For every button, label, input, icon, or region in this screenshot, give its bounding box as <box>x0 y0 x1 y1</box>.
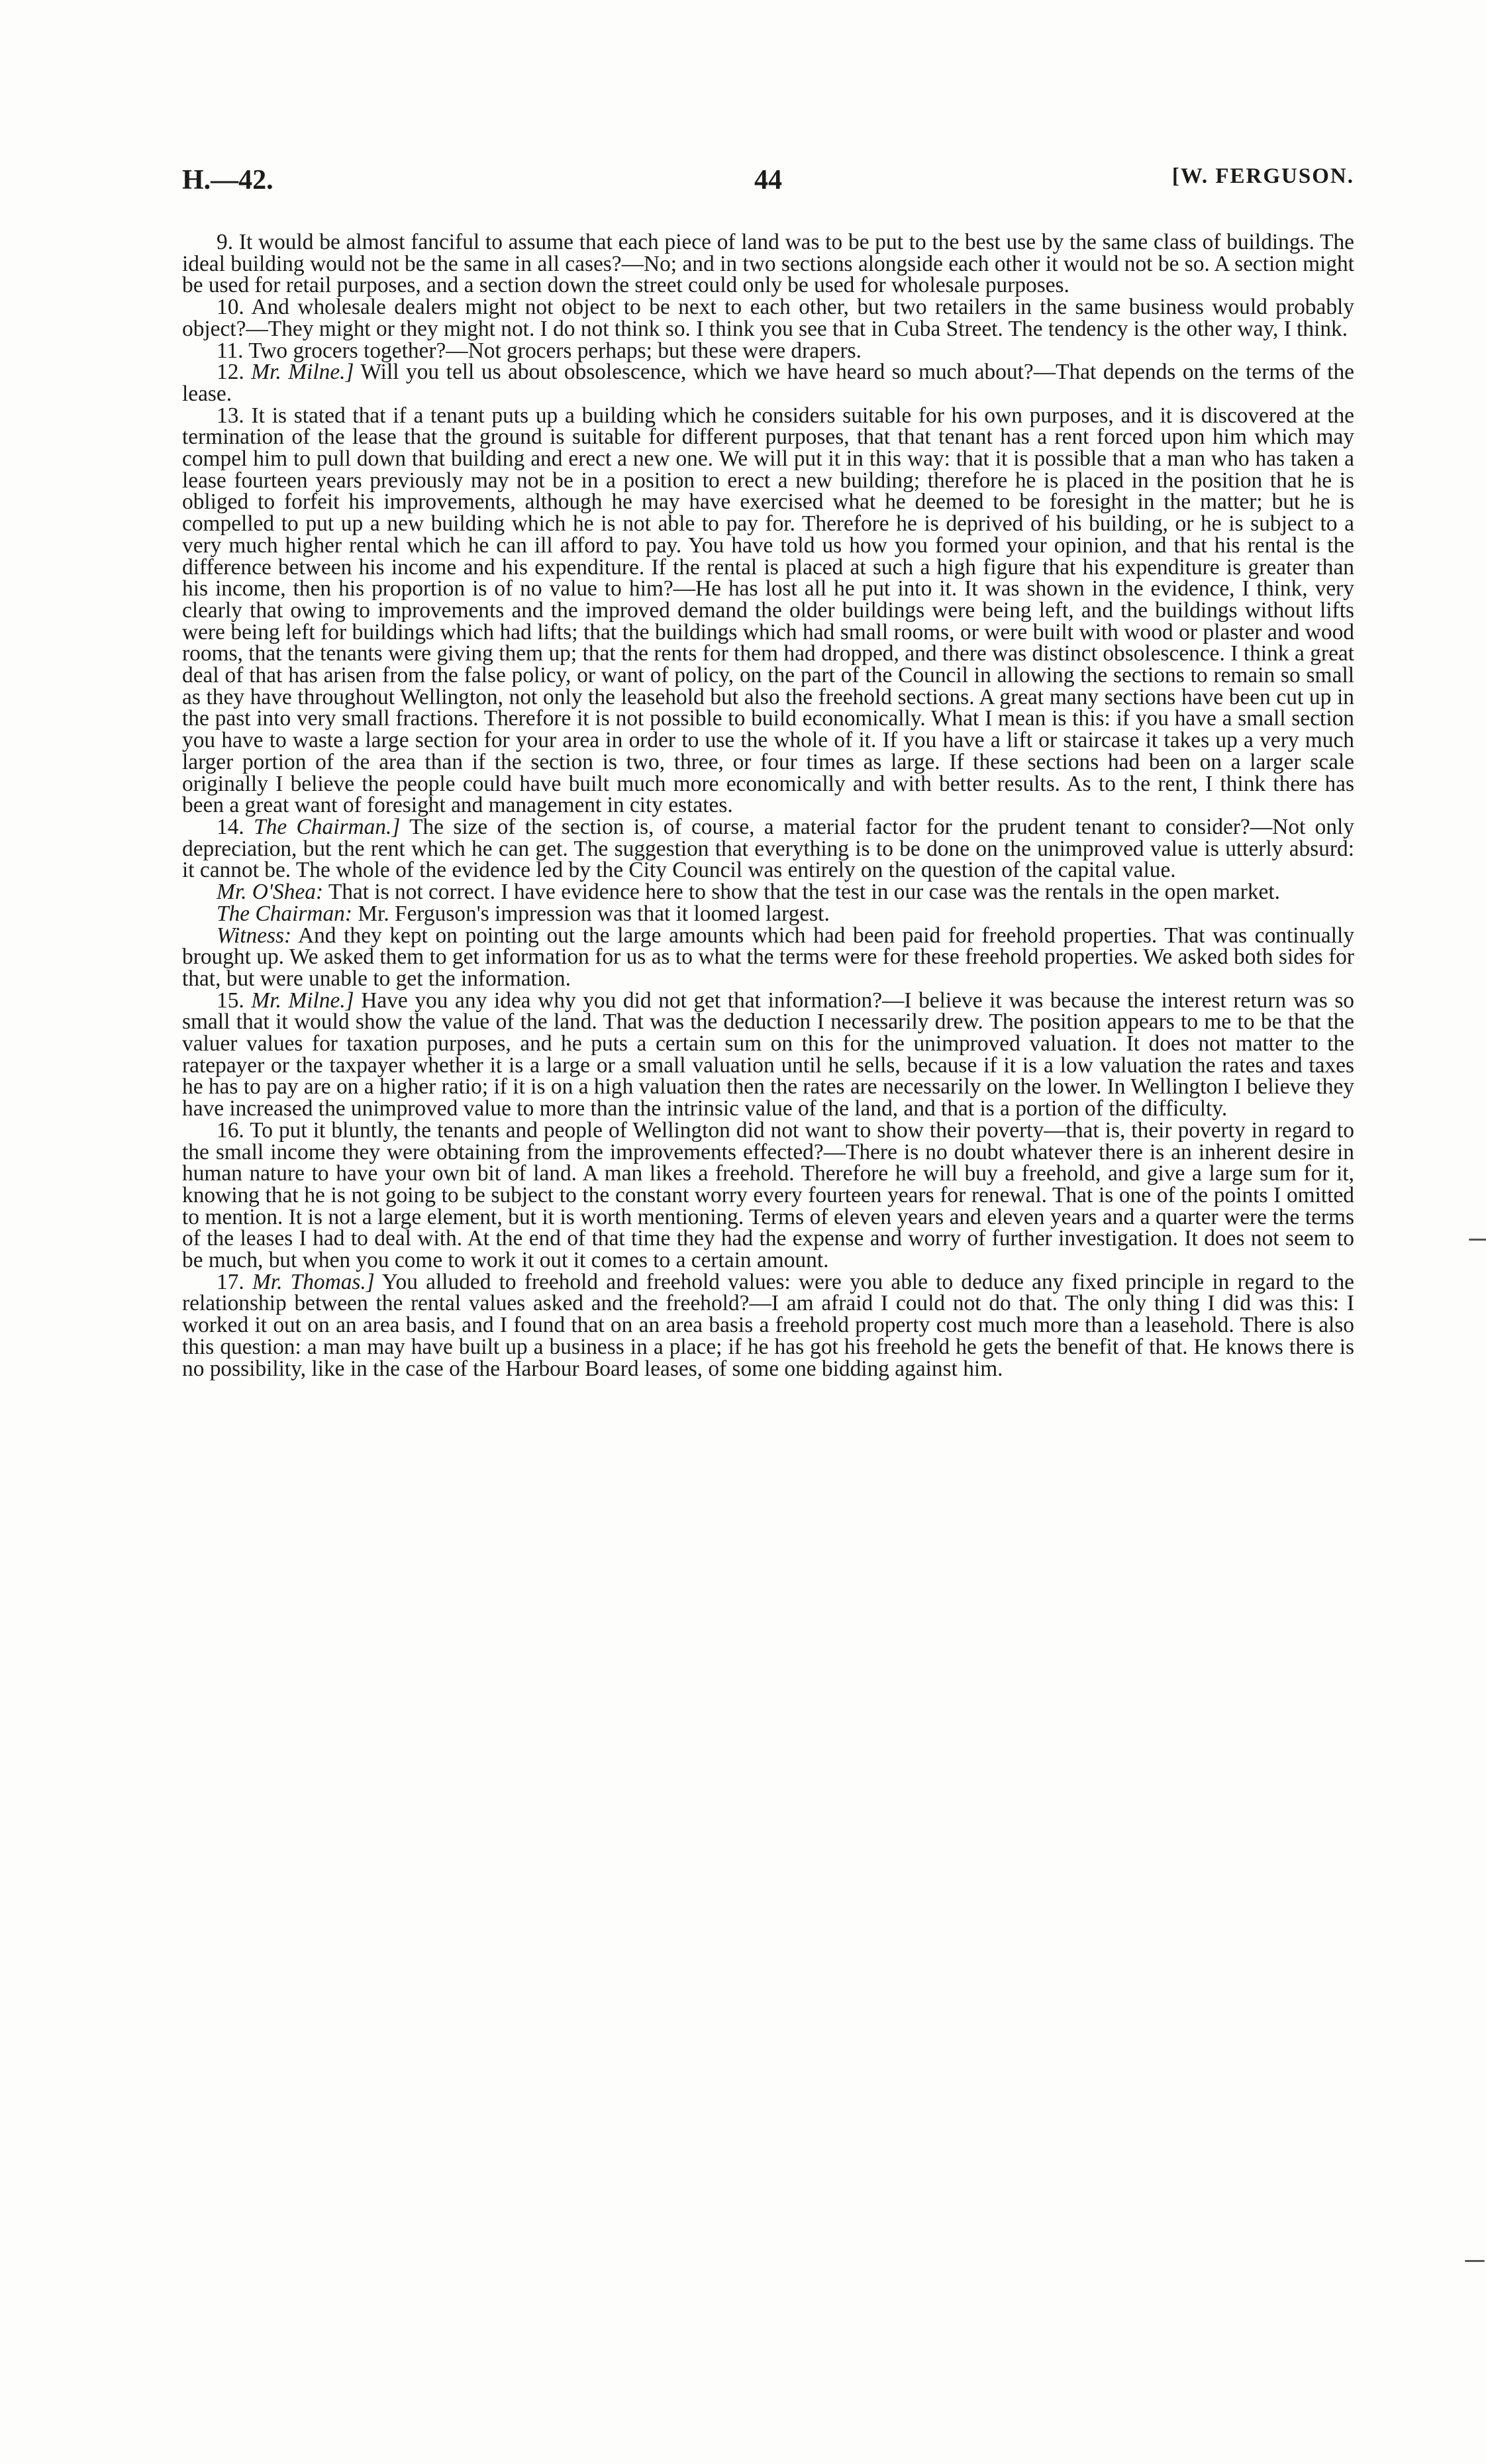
question-number: 12. <box>217 360 244 385</box>
paragraph-10 <box>182 297 1354 340</box>
document-reference: H.—42. <box>182 165 273 195</box>
margin-mark <box>1465 2260 1485 2262</box>
testimony-body <box>182 232 1354 1380</box>
paragraph-13 <box>182 405 1354 817</box>
question-number: 13. <box>217 403 244 428</box>
paragraph-text: It would be almost fanciful to assume that each piece of land was to be put to the best use by the same class of buildings. The ideal building would not be the same in all cases?—No; and in two sections alongside each other it would not be so. A section might be used for retail purposes, and a section down the street could only be used for wholesale purposes. <box>182 230 1354 298</box>
margin-mark <box>1469 1239 1486 1241</box>
paragraph-text: You alluded to freehold and freehold values: were you able to deduce any fixed principle in regard to the relationship between the rental values asked and the freehold?—I am afraid I could not do that. The only thing I did was this: I worked it out on an area basis, and I found that on an area basis a freehold property cost much more than a leasehold. There is also this question: a man may have built up a business in a place; if he has got his freehold he gets the benefit of that. He knows there is no possibility, like in the case of the Harbour Board leases, of some one bidding against him. <box>182 1269 1354 1381</box>
question-number: 10. <box>217 295 244 320</box>
paragraph-text: It is stated that if a tenant puts up a building which he considers suitable for his own purposes, and it is discovered at the termination of the lease that the ground is suitable for different purposes, that that tenant has a rent forced upon him which may compel him to pull down that building and erect a new one. We will put it in this way: that it is possible that a man who has taken a lease fourteen years previously may not be in a position to erect a new building; therefore he is placed in the position that he is obliged to forfeit his improvements, although he may have exercised what he deemed to be foresight in the matter; but he is compelled to put up a new building which he is not able to pay for. Therefore he is deprived of his building, or he is subject to a very much higher rental which he can ill afford to pay. You have told us how you formed your opinion, and that his rental is the difference between his income and his expenditure. If the rental is placed at such a high figure that his expenditure is greater than his income, then his proportion is of no value to him?—He has lost all he put into it. It was shown in the evidence, I think, very clearly that owing to improvements and the improved demand the older buildings were being left, and the buildings without lifts were being left for buildings which had lifts; that the buildings which had small rooms, or were built with wood or plaster and wood rooms, that the tenants were giving them up; that the rents for them had dropped, and there was distinct obsolescence. I think a great deal of that has arisen from the false policy, or want of policy, on the part of the Council in allowing the sections to remain so small as they have throughout Wellington, not only the leasehold but also the freehold sections. A great many sections have been cut up in the past into very small fractions. Therefore it is not possible to build economically. What I mean is this: if you have a small section you have to waste a large section for your area in order to use the whole of it. If you have a lift or staircase it takes up a very much larger portion of the area than if the section is two, three, or four times as large. If these sections had been on a larger scale originally I believe the people could have built much more economically and with better results. As to the rent, I think there has been a great want of foresight and management in city estates. <box>182 403 1354 818</box>
paragraph-text: Two grocers together?—Not grocers perhaps; but these were drapers. <box>248 338 862 363</box>
question-number: 15. <box>217 988 244 1013</box>
paragraph-12 <box>182 362 1354 405</box>
paragraph-witness <box>182 925 1354 990</box>
speaker-name: Mr. Milne.] <box>251 988 354 1013</box>
speaker-name: The Chairman: <box>217 901 352 926</box>
speaker-name: Witness: <box>217 923 292 948</box>
paragraph-14 <box>182 814 1355 883</box>
paragraph-text: That is not correct. I have evidence here to show that the test in our case was the rentals in the open market. <box>328 880 1280 905</box>
page-header <box>182 164 1354 211</box>
paragraph-17 <box>182 1269 1354 1381</box>
paragraph-16 <box>182 1117 1355 1273</box>
paragraph-11 <box>182 340 1354 362</box>
paragraph-text: To put it bluntly, the tenants and people of Wellington did not want to show their poverty—that is, their poverty in regard to the small income they were obtaining from the improvements effected?—There is no doubt whatever there is an inherent desire in human nature to have your own bit of land. A man likes a freehold. Therefore he will buy a freehold, and give a large sum for it, knowing that he is not going to be subject to the constant worry every fourteen years for renewal. That is one of the points I omitted to mention. It is not a large element, but it is worth mentioning. Terms of eleven years and eleven years and a quarter were the terms of the leases I had to deal with. At the end of that time they had the expense and worry of further investigation. It does not seem to be much, but when you come to work it out it comes to a certain amount. <box>182 1117 1355 1273</box>
question-number: 11. <box>217 338 244 363</box>
page-number: 44 <box>754 165 782 195</box>
question-number: 9. <box>217 230 234 254</box>
paragraph-text: Mr. Ferguson's impression was that it loomed largest. <box>358 901 830 926</box>
paragraph-text: And wholesale dealers might not object to be next to each other, but two retailers in the same business would probably object?—They might or they might not. I do not think so. I think you see that in Cuba Street. The tendency is the other way, I think. <box>182 295 1354 341</box>
speaker-name: Mr. Thomas.] <box>252 1269 375 1294</box>
question-number: 17. <box>217 1269 244 1294</box>
question-number: 14. <box>217 814 244 839</box>
speaker-name: Mr. Milne.] <box>251 360 354 385</box>
question-number: 16. <box>217 1117 244 1143</box>
paragraph-text: Have you any idea why you did not get that information?—I believe it was because the interest return was so small that it would show the value of the land. That was the deduction I necessarily drew. The position appears to me to be that the valuer values for taxation purposes, and he puts a certain sum on this for the unimproved valuation. It does not matter to the ratepayer or the taxpayer whether it is a large or a small valuation until he sells, because if it is a low valuation the rates and taxes he has to pay are on a higher ratio; if it is on a high valuation then the rates are necessarily on the lower. In Wellington I believe they have increased the unimproved value to more than the intrinsic value of the land, and that is a portion of the difficulty. <box>182 988 1355 1121</box>
paragraph-text: The size of the section is, of course, a material factor for the prudent tenant to consider?—Not only depreciation, but the rent which he can get. The suggestion that everything is to be done on the unimproved value is utterly absurd: it cannot be. The whole of the evidence led by the City Council was entirely on the question of the capital value. <box>182 814 1355 883</box>
paragraph-oshea <box>182 882 1354 903</box>
paragraph-text: Will you tell us about obsolescence, which we have heard so much about?—That depends on the terms of the lease. <box>182 360 1354 406</box>
speaker-name: The Chairman.] <box>254 814 401 839</box>
paragraph-text: And they kept on pointing out the large amounts which had been paid for freehold properties. That was continually brought up. We asked them to get information for us as to what the terms were for these freehold properties. We asked both sides for that, but were unable to get the information. <box>182 923 1354 991</box>
witness-name: [W. FERGUSON. <box>1171 164 1354 188</box>
speaker-name: Mr. O'Shea: <box>217 880 324 905</box>
paragraph-chairman <box>182 903 1354 925</box>
paragraph-9 <box>182 232 1354 297</box>
paragraph-15 <box>182 990 1354 1120</box>
